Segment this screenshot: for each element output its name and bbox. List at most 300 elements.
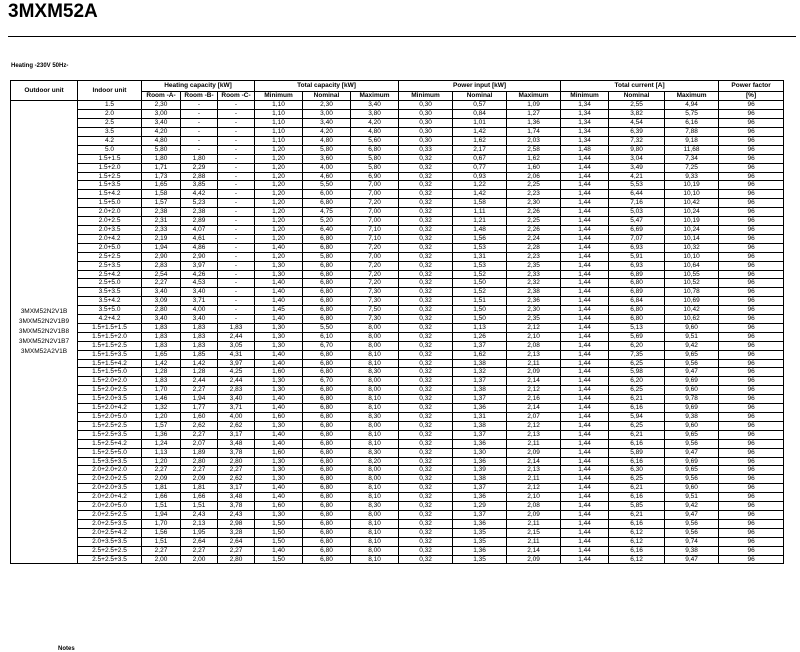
current-max-cell: 6,16 — [665, 119, 719, 128]
power-min-cell: 0,32 — [399, 306, 453, 315]
power-max-cell: 2,58 — [507, 145, 561, 154]
outdoor-unit-cell — [11, 101, 78, 564]
power-max-cell: 2,14 — [507, 457, 561, 466]
total-cap-nom-cell: 6,80 — [303, 457, 351, 466]
current-max-cell: 9,47 — [665, 368, 719, 377]
heat-room-b-cell: 4,86 — [181, 243, 218, 252]
power-max-cell: 2,35 — [507, 261, 561, 270]
table-row — [11, 101, 784, 110]
power-factor-cell: 96 — [719, 502, 784, 511]
heat-room-b-cell: 2,89 — [181, 217, 218, 226]
total-cap-max-cell: 6,80 — [351, 145, 399, 154]
current-nom-cell: 6,84 — [609, 297, 665, 306]
power-nom-cell: 1,37 — [453, 510, 507, 519]
total-cap-max-cell: 5,80 — [351, 154, 399, 163]
table-row — [11, 421, 784, 430]
table-row — [11, 270, 784, 279]
total-cap-min-cell: 1,20 — [255, 234, 303, 243]
total-cap-min-cell: 1,40 — [255, 439, 303, 448]
heat-room-b-cell: 1,83 — [181, 332, 218, 341]
current-min-cell: 1,44 — [561, 217, 609, 226]
power-min-cell: 0,32 — [399, 243, 453, 252]
power-nom-cell: 1,53 — [453, 243, 507, 252]
heat-room-a-cell: 2,90 — [142, 252, 181, 261]
power-min-cell: 0,32 — [399, 359, 453, 368]
indoor-unit-cell: 2.0+2.0+5.0 — [78, 502, 142, 511]
current-nom-cell: 4,54 — [609, 119, 665, 128]
heat-room-b-cell: 1,28 — [181, 368, 218, 377]
power-max-cell: 2,16 — [507, 395, 561, 404]
current-min-cell: 1,48 — [561, 145, 609, 154]
current-min-cell: 1,34 — [561, 101, 609, 110]
power-nom-cell: 1,37 — [453, 377, 507, 386]
power-input-header: Power input [kW] — [399, 81, 561, 92]
table-header — [11, 81, 784, 101]
current-nom-cell: 3,82 — [609, 110, 665, 119]
heat-room-c-cell: 4,00 — [218, 413, 255, 422]
power-min-cell: 0,32 — [399, 350, 453, 359]
current-nom-cell: 6,30 — [609, 466, 665, 475]
table-row — [11, 430, 784, 439]
total-cap-max-cell: 8,30 — [351, 413, 399, 422]
heat-room-c-cell: - — [218, 128, 255, 137]
power-min-cell: 0,32 — [399, 261, 453, 270]
total-capacity-header: Total capacity [kW] — [255, 81, 399, 92]
heat-room-c-cell: - — [218, 145, 255, 154]
total-cap-nom-cell: 4,80 — [303, 136, 351, 145]
power-min-cell: 0,32 — [399, 199, 453, 208]
total-cap-nom-cell: 6,80 — [303, 413, 351, 422]
table-row — [11, 217, 784, 226]
heat-room-b-cell: 2,27 — [181, 466, 218, 475]
table-row — [11, 306, 784, 315]
current-min-cell: 1,44 — [561, 502, 609, 511]
total-cap-max-cell: 7,20 — [351, 270, 399, 279]
current-max-cell: 9,38 — [665, 413, 719, 422]
heat-room-a-cell: 1,20 — [142, 413, 181, 422]
total-cap-nom-cell: 6,80 — [303, 537, 351, 546]
table-row — [11, 493, 784, 502]
current-max-cell: 9,65 — [665, 430, 719, 439]
power-nom-cell: 1,56 — [453, 234, 507, 243]
total-cap-max-cell: 8,10 — [351, 350, 399, 359]
total-cap-nom-cell: 6,80 — [303, 315, 351, 324]
current-min-cell: 1,44 — [561, 457, 609, 466]
total-cap-nom-cell: 6,80 — [303, 439, 351, 448]
outdoor-unit-header: Outdoor unit — [11, 81, 78, 101]
total-cap-nom-cell: 6,80 — [303, 421, 351, 430]
power-factor-cell: 96 — [719, 404, 784, 413]
power-nom-cell: 1,31 — [453, 252, 507, 261]
total-cap-nom-cell: 5,80 — [303, 252, 351, 261]
table-row — [11, 350, 784, 359]
heat-room-b-cell: 2,90 — [181, 252, 218, 261]
current-max-cell: 11,68 — [665, 145, 719, 154]
power-min-cell: 0,32 — [399, 315, 453, 324]
power-factor-header: Power factor — [719, 81, 784, 92]
total-cap-min-cell: 1,20 — [255, 181, 303, 190]
current-nom-cell: 2,55 — [609, 101, 665, 110]
total-cap-min-cell: 1,30 — [255, 377, 303, 386]
indoor-unit-cell: 2.5 — [78, 119, 142, 128]
power-nom-cell: 1,42 — [453, 128, 507, 137]
indoor-unit-cell: 2.5+2.5 — [78, 252, 142, 261]
current-max-cell: 9,33 — [665, 172, 719, 181]
power-factor-cell: 96 — [719, 261, 784, 270]
current-max-cell: 10,55 — [665, 270, 719, 279]
current-max-cell: 9,65 — [665, 466, 719, 475]
current-min-cell: 1,44 — [561, 323, 609, 332]
indoor-unit-cell: 3.5+5.0 — [78, 306, 142, 315]
power-factor-cell: 96 — [719, 377, 784, 386]
heat-room-b-cell: 2,88 — [181, 172, 218, 181]
power-max-cell: 2,09 — [507, 448, 561, 457]
heat-room-b-cell: 2,27 — [181, 546, 218, 555]
outdoor-unit-model: 3MXM52A2V1B — [20, 348, 68, 356]
indoor-unit-cell: 2.0 — [78, 110, 142, 119]
indoor-unit-cell: 1.5+1.5+2.5 — [78, 341, 142, 350]
power-max-cell: 2,12 — [507, 484, 561, 493]
power-nom-cell: 1,35 — [453, 555, 507, 564]
heat-room-b-cell: 1,80 — [181, 154, 218, 163]
power-min-cell: 0,30 — [399, 101, 453, 110]
heat-room-c-cell: - — [218, 270, 255, 279]
heat-room-a-cell: 2,30 — [142, 101, 181, 110]
power-max-cell: 2,12 — [507, 386, 561, 395]
heat-room-b-cell: 2,38 — [181, 208, 218, 217]
table-row — [11, 413, 784, 422]
power-nom-cell: 1,53 — [453, 261, 507, 270]
power-max-cell: 2,15 — [507, 528, 561, 537]
indoor-unit-cell: 1.5+2.0 — [78, 163, 142, 172]
indoor-unit-cell: 2.5+5.0 — [78, 279, 142, 288]
subheader-cell: Minimum — [399, 91, 453, 101]
power-min-cell: 0,32 — [399, 368, 453, 377]
heat-room-a-cell: 1,94 — [142, 510, 181, 519]
indoor-unit-cell: 1.5+1.5+1.5 — [78, 323, 142, 332]
total-cap-max-cell: 7,20 — [351, 243, 399, 252]
current-nom-cell: 6,16 — [609, 457, 665, 466]
indoor-unit-cell: 1.5+2.5 — [78, 172, 142, 181]
power-factor-cell: 96 — [719, 252, 784, 261]
current-max-cell: 10,52 — [665, 279, 719, 288]
power-nom-cell: 0,67 — [453, 154, 507, 163]
heat-room-a-cell: 1,28 — [142, 368, 181, 377]
current-max-cell: 9,18 — [665, 136, 719, 145]
indoor-unit-cell: 1.5+1.5+2.0 — [78, 332, 142, 341]
total-cap-min-cell: 1,50 — [255, 528, 303, 537]
current-max-cell: 9,47 — [665, 448, 719, 457]
power-min-cell: 0,32 — [399, 252, 453, 261]
power-factor-cell: 96 — [719, 323, 784, 332]
indoor-unit-cell: 1.5+1.5+3.5 — [78, 350, 142, 359]
power-max-cell: 2,09 — [507, 510, 561, 519]
heat-room-c-cell: 2,62 — [218, 475, 255, 484]
power-factor-cell: 96 — [719, 279, 784, 288]
heat-room-c-cell: - — [218, 225, 255, 234]
power-nom-cell: 1,32 — [453, 368, 507, 377]
power-max-cell: 2,07 — [507, 413, 561, 422]
total-cap-nom-cell: 6,80 — [303, 519, 351, 528]
current-nom-cell: 6,20 — [609, 377, 665, 386]
heat-room-c-cell: - — [218, 297, 255, 306]
total-cap-nom-cell: 5,20 — [303, 217, 351, 226]
power-nom-cell: 1,13 — [453, 323, 507, 332]
current-nom-cell: 4,21 — [609, 172, 665, 181]
total-cap-min-cell: 1,40 — [255, 493, 303, 502]
power-max-cell: 2,12 — [507, 421, 561, 430]
current-nom-cell: 6,16 — [609, 404, 665, 413]
heat-room-b-cell: 2,27 — [181, 430, 218, 439]
table-row — [11, 252, 784, 261]
power-max-cell: 2,10 — [507, 332, 561, 341]
heating-capacity-header: Heating capacity [kW] — [142, 81, 255, 92]
current-max-cell: 9,56 — [665, 439, 719, 448]
total-cap-min-cell: 1,20 — [255, 217, 303, 226]
total-cap-nom-cell: 6,80 — [303, 199, 351, 208]
total-cap-max-cell: 8,00 — [351, 466, 399, 475]
power-max-cell: 2,25 — [507, 217, 561, 226]
power-factor-cell: 96 — [719, 439, 784, 448]
total-cap-min-cell: 1,40 — [255, 243, 303, 252]
total-cap-nom-cell: 6,80 — [303, 430, 351, 439]
current-nom-cell: 6,89 — [609, 270, 665, 279]
power-factor-cell: 96 — [719, 359, 784, 368]
heat-room-c-cell: 2,62 — [218, 421, 255, 430]
heat-room-c-cell: 2,44 — [218, 377, 255, 386]
power-factor-cell: 96 — [719, 484, 784, 493]
heat-room-b-cell: 2,00 — [181, 555, 218, 564]
total-cap-max-cell: 7,00 — [351, 190, 399, 199]
power-factor-cell: 96 — [719, 448, 784, 457]
heat-room-a-cell: 2,00 — [142, 555, 181, 564]
current-nom-cell: 6,39 — [609, 128, 665, 137]
power-max-cell: 2,36 — [507, 297, 561, 306]
total-cap-min-cell: 1,40 — [255, 279, 303, 288]
current-nom-cell: 6,44 — [609, 190, 665, 199]
subheader-cell: Room -B- — [181, 91, 218, 101]
current-max-cell: 9,60 — [665, 484, 719, 493]
power-min-cell: 0,32 — [399, 555, 453, 564]
heat-room-c-cell: 3,48 — [218, 439, 255, 448]
current-nom-cell: 3,49 — [609, 163, 665, 172]
total-cap-min-cell: 1,20 — [255, 163, 303, 172]
current-max-cell: 10,24 — [665, 208, 719, 217]
heat-room-c-cell: 3,40 — [218, 395, 255, 404]
total-cap-max-cell: 8,10 — [351, 359, 399, 368]
heat-room-b-cell: 1,51 — [181, 502, 218, 511]
total-cap-min-cell: 1,10 — [255, 101, 303, 110]
subheader-cell: Minimum — [561, 91, 609, 101]
heat-room-a-cell: 2,19 — [142, 234, 181, 243]
heat-room-a-cell: 1,70 — [142, 519, 181, 528]
heat-room-a-cell: 1,36 — [142, 430, 181, 439]
heat-room-c-cell: 3,97 — [218, 359, 255, 368]
power-max-cell: 1,62 — [507, 154, 561, 163]
power-factor-cell: 96 — [719, 475, 784, 484]
heat-room-b-cell: 5,23 — [181, 199, 218, 208]
current-max-cell: 9,51 — [665, 493, 719, 502]
indoor-unit-cell: 2.5+2.5+2.5 — [78, 546, 142, 555]
total-cap-min-cell: 1,40 — [255, 430, 303, 439]
indoor-unit-cell: 2.5+4.2 — [78, 270, 142, 279]
current-min-cell: 1,44 — [561, 163, 609, 172]
current-max-cell: 9,42 — [665, 502, 719, 511]
power-factor-cell: 96 — [719, 341, 784, 350]
power-max-cell: 2,06 — [507, 172, 561, 181]
current-min-cell: 1,44 — [561, 546, 609, 555]
total-cap-nom-cell: 6,80 — [303, 279, 351, 288]
heat-room-a-cell: 1,56 — [142, 528, 181, 537]
indoor-unit-cell: 1.5+1.5+5.0 — [78, 368, 142, 377]
power-factor-cell: 96 — [719, 350, 784, 359]
power-factor-cell: 96 — [719, 493, 784, 502]
total-cap-max-cell: 5,60 — [351, 136, 399, 145]
heat-room-a-cell: 3,09 — [142, 297, 181, 306]
power-max-cell: 2,24 — [507, 234, 561, 243]
heat-room-c-cell: 2,80 — [218, 457, 255, 466]
power-min-cell: 0,32 — [399, 323, 453, 332]
power-min-cell: 0,32 — [399, 190, 453, 199]
heat-room-b-cell: 1,60 — [181, 413, 218, 422]
power-min-cell: 0,32 — [399, 288, 453, 297]
total-cap-max-cell: 7,00 — [351, 217, 399, 226]
current-min-cell: 1,44 — [561, 172, 609, 181]
heat-room-b-cell: 2,64 — [181, 537, 218, 546]
total-cap-nom-cell: 6,80 — [303, 448, 351, 457]
table-row — [11, 555, 784, 564]
power-min-cell: 0,32 — [399, 154, 453, 163]
total-cap-nom-cell: 4,60 — [303, 172, 351, 181]
total-cap-max-cell: 7,00 — [351, 208, 399, 217]
table-row — [11, 199, 784, 208]
heat-room-a-cell: 1,32 — [142, 404, 181, 413]
heat-room-c-cell: - — [218, 208, 255, 217]
power-factor-cell: 96 — [719, 413, 784, 422]
power-max-cell: 2,08 — [507, 502, 561, 511]
power-factor-cell: 96 — [719, 546, 784, 555]
document-title: 3MXM52A — [8, 1, 98, 22]
current-nom-cell: 6,93 — [609, 261, 665, 270]
current-max-cell: 9,51 — [665, 332, 719, 341]
heat-room-b-cell: 4,42 — [181, 190, 218, 199]
table-row — [11, 297, 784, 306]
heat-room-b-cell: - — [181, 128, 218, 137]
power-min-cell: 0,32 — [399, 297, 453, 306]
table-row — [11, 484, 784, 493]
total-cap-min-cell: 1,30 — [255, 386, 303, 395]
current-max-cell: 9,69 — [665, 457, 719, 466]
outdoor-unit-model: 3MXM52N2V1B9 — [18, 318, 70, 326]
heat-room-a-cell: 3,00 — [142, 110, 181, 119]
indoor-unit-cell: 3.5+4.2 — [78, 297, 142, 306]
current-min-cell: 1,44 — [561, 306, 609, 315]
indoor-unit-cell: 2.0+2.5+4.2 — [78, 528, 142, 537]
total-cap-min-cell: 1,10 — [255, 136, 303, 145]
total-cap-min-cell: 1,30 — [255, 270, 303, 279]
indoor-unit-cell: 1.5+2.5+3.5 — [78, 430, 142, 439]
power-min-cell: 0,32 — [399, 395, 453, 404]
current-nom-cell: 5,85 — [609, 502, 665, 511]
power-nom-cell: 1,35 — [453, 537, 507, 546]
total-cap-min-cell: 1,20 — [255, 172, 303, 181]
indoor-unit-cell: 2.0+2.0+2.5 — [78, 475, 142, 484]
table-row — [11, 261, 784, 270]
total-cap-nom-cell: 6,80 — [303, 555, 351, 564]
power-max-cell: 2,23 — [507, 190, 561, 199]
heat-room-a-cell: 2,31 — [142, 217, 181, 226]
power-nom-cell: 1,39 — [453, 466, 507, 475]
total-cap-max-cell: 8,00 — [351, 323, 399, 332]
total-cap-nom-cell: 6,80 — [303, 359, 351, 368]
current-max-cell: 10,62 — [665, 315, 719, 324]
power-nom-cell: 0,84 — [453, 110, 507, 119]
total-cap-nom-cell: 3,60 — [303, 154, 351, 163]
power-max-cell: 1,09 — [507, 101, 561, 110]
total-cap-min-cell: 1,20 — [255, 208, 303, 217]
total-cap-min-cell: 1,40 — [255, 395, 303, 404]
table-row — [11, 368, 784, 377]
table-row — [11, 190, 784, 199]
subheader-cell: Maximum — [507, 91, 561, 101]
heat-room-c-cell: 3,28 — [218, 528, 255, 537]
total-cap-max-cell: 8,00 — [351, 386, 399, 395]
total-cap-min-cell: 1,60 — [255, 448, 303, 457]
current-max-cell: 9,56 — [665, 475, 719, 484]
indoor-unit-cell: 2.0+2.5+2.5 — [78, 510, 142, 519]
power-nom-cell: 1,38 — [453, 475, 507, 484]
table-row — [11, 519, 784, 528]
total-cap-nom-cell: 6,80 — [303, 234, 351, 243]
heat-room-c-cell: 4,31 — [218, 350, 255, 359]
indoor-unit-cell: 1.5+2.0+4.2 — [78, 404, 142, 413]
heat-room-b-cell: 1,94 — [181, 395, 218, 404]
heat-room-c-cell: - — [218, 243, 255, 252]
heat-room-a-cell: 1,65 — [142, 350, 181, 359]
current-nom-cell: 6,21 — [609, 484, 665, 493]
power-factor-cell: 96 — [719, 119, 784, 128]
heat-room-a-cell: 1,51 — [142, 537, 181, 546]
total-cap-min-cell: 1,40 — [255, 315, 303, 324]
power-min-cell: 0,32 — [399, 404, 453, 413]
total-cap-min-cell: 1,30 — [255, 510, 303, 519]
heat-room-a-cell: 2,38 — [142, 208, 181, 217]
power-nom-cell: 1,36 — [453, 493, 507, 502]
heat-room-a-cell: 1,94 — [142, 243, 181, 252]
current-min-cell: 1,44 — [561, 448, 609, 457]
table-row — [11, 225, 784, 234]
power-min-cell: 0,32 — [399, 172, 453, 181]
total-cap-nom-cell: 6,80 — [303, 528, 351, 537]
total-cap-nom-cell: 4,75 — [303, 208, 351, 217]
total-cap-min-cell: 1,30 — [255, 323, 303, 332]
total-cap-nom-cell: 6,80 — [303, 243, 351, 252]
heat-room-c-cell: - — [218, 190, 255, 199]
power-nom-cell: 0,57 — [453, 101, 507, 110]
current-min-cell: 1,44 — [561, 208, 609, 217]
power-nom-cell: 1,22 — [453, 181, 507, 190]
power-min-cell: 0,32 — [399, 537, 453, 546]
total-cap-min-cell: 1,30 — [255, 261, 303, 270]
power-nom-cell: 1,62 — [453, 136, 507, 145]
power-factor-cell: 96 — [719, 457, 784, 466]
current-nom-cell: 6,25 — [609, 475, 665, 484]
power-factor-cell: 96 — [719, 270, 784, 279]
power-min-cell: 0,32 — [399, 493, 453, 502]
current-nom-cell: 6,16 — [609, 546, 665, 555]
current-nom-cell: 6,93 — [609, 243, 665, 252]
indoor-unit-cell: 3.5+3.5 — [78, 288, 142, 297]
